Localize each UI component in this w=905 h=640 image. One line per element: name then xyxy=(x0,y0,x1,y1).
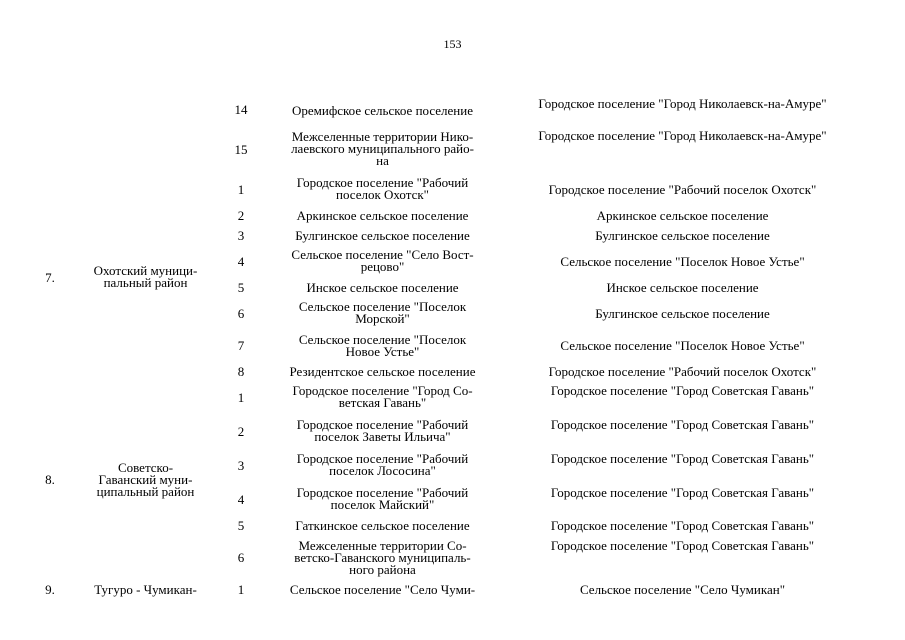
settlement-name: Городское поселение "Рабочий поселок Майский" xyxy=(296,485,469,512)
settlement-name: Сельское поселение "Поселок Новое Устье" xyxy=(298,332,467,359)
district-name: Советско- Гаванский муни- ципальный район xyxy=(96,460,195,499)
settlement-name: Сельское поселение "Поселок Морской" xyxy=(298,299,467,326)
successor-name: Городское поселение "Город Советская Гавань" xyxy=(550,451,815,466)
successor-name: Городское поселение "Город Николаевск-на-Амуре" xyxy=(538,128,827,143)
successor-name: Булгинское сельское поселение xyxy=(595,228,770,243)
settlement-name: Городское поселение "Город Со- ветская Гавань" xyxy=(292,383,473,410)
settlement-number: 1 xyxy=(237,182,245,197)
district-number: 8. xyxy=(45,472,55,487)
successor-name: Городское поселение "Город Советская Гавань" xyxy=(550,538,815,553)
settlement-number: 5 xyxy=(237,518,245,533)
settlement-number: 5 xyxy=(237,280,245,295)
settlement-name: Оремифское сельское поселение xyxy=(291,103,473,118)
settlement-number: 6 xyxy=(237,306,245,321)
successor-name: Городское поселение "Город Советская Гавань" xyxy=(550,518,815,533)
settlement-number: 8 xyxy=(237,364,245,379)
successor-name: Городское поселение "Город Советская Гавань" xyxy=(550,383,815,398)
settlement-number: 15 xyxy=(234,142,248,157)
settlement-name: Межселенные территории Со- ветско-Гаванского муниципаль- ного района xyxy=(294,538,471,577)
successor-name: Сельское поселение "Поселок Новое Устье" xyxy=(560,338,805,353)
settlement-name: Городское поселение "Рабочий поселок Заветы Ильича" xyxy=(296,417,469,444)
successor-name: Булгинское сельское поселение xyxy=(595,306,770,321)
settlement-name: Городское поселение "Рабочий поселок Лососина" xyxy=(296,451,469,478)
settlement-name: Булгинское сельское поселение xyxy=(295,228,470,243)
district-number: 7. xyxy=(45,270,55,285)
settlement-number: 3 xyxy=(237,458,245,473)
settlement-number: 7 xyxy=(237,338,245,353)
settlement-name: Сельское поселение "Село Вост- рецово" xyxy=(291,247,474,274)
settlement-number: 3 xyxy=(237,228,245,243)
settlement-name: Сельское поселение "Село Чуми- xyxy=(289,582,476,597)
successor-name: Инское сельское поселение xyxy=(606,280,759,295)
settlement-number: 1 xyxy=(237,390,245,405)
successor-name: Городское поселение "Город Советская Гавань" xyxy=(550,417,815,432)
successor-name: Городское поселение "Рабочий поселок Охотск" xyxy=(548,364,817,379)
successor-name: Аркинское сельское поселение xyxy=(596,208,769,223)
successor-name: Городское поселение "Город Николаевск-на-Амуре" xyxy=(538,96,827,111)
settlement-name: Городское поселение "Рабочий поселок Охотск" xyxy=(296,175,469,202)
settlement-number: 14 xyxy=(234,102,248,117)
settlement-name: Аркинское сельское поселение xyxy=(296,208,469,223)
successor-name: Городское поселение "Город Советская Гавань" xyxy=(550,485,815,500)
settlement-number: 2 xyxy=(237,424,245,439)
settlement-number: 1 xyxy=(237,582,245,597)
page-number: 153 xyxy=(443,37,462,51)
settlement-name: Межселенные территории Нико- лаевского муниципального райо- на xyxy=(291,129,474,168)
settlement-number: 4 xyxy=(237,254,245,269)
settlement-name: Инское сельское поселение xyxy=(306,280,459,295)
successor-name: Городское поселение "Рабочий поселок Охотск" xyxy=(548,182,817,197)
district-number: 9. xyxy=(45,582,55,597)
settlement-number: 6 xyxy=(237,550,245,565)
settlement-name: Резидентское сельское поселение xyxy=(289,364,476,379)
settlement-name: Гаткинское сельское поселение xyxy=(295,518,470,533)
settlement-number: 4 xyxy=(237,492,245,507)
settlement-number: 2 xyxy=(237,208,245,223)
district-name: Охотский муници- пальный район xyxy=(93,263,198,290)
district-name: Тугуро - Чумикан- xyxy=(94,582,197,597)
successor-name: Сельское поселение "Поселок Новое Устье" xyxy=(560,254,805,269)
successor-name: Сельское поселение "Село Чумикан" xyxy=(579,582,786,597)
